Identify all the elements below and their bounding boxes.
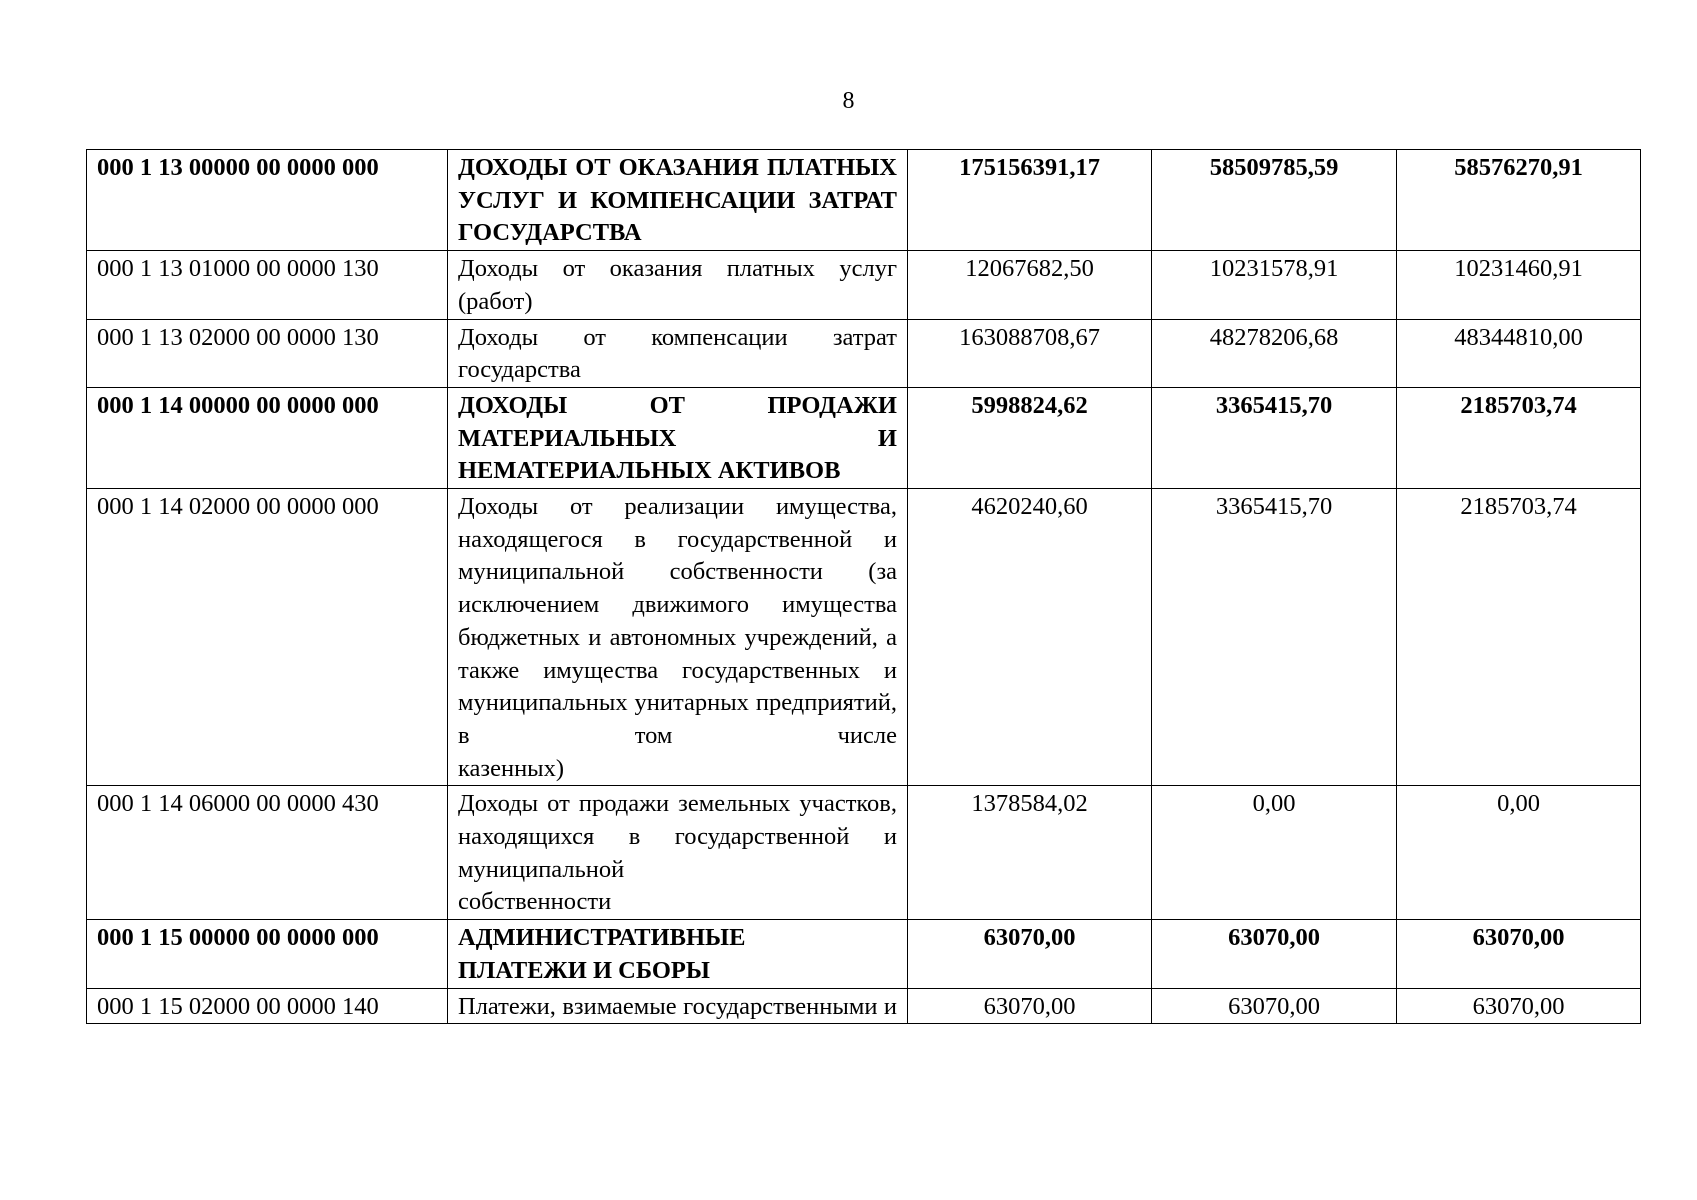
income-name-line: ГОСУДАРСТВА <box>458 219 642 247</box>
income-name-line: ПЛАТЕЖИ И СБОРЫ <box>458 956 710 984</box>
income-name-line: АДМИНИСТРАТИВНЫЕ <box>458 924 746 952</box>
income-name-line: собственности <box>458 888 612 916</box>
amount-cell-1: 1378584,02 <box>908 786 1152 920</box>
income-name-line: КОМПЕНСАЦИИ ЗАТРАТ <box>590 186 898 214</box>
table-row <box>87 319 1641 387</box>
income-name-cell <box>448 387 908 488</box>
table-row <box>87 988 1641 1024</box>
table-row <box>87 920 1641 988</box>
amount-cell-3: 63070,00 <box>1397 988 1641 1024</box>
amount-cell-2: 58509785,59 <box>1152 150 1397 251</box>
income-name-line: участков, находящихся в <box>458 790 898 851</box>
income-name-line: Доходы от компенсации затрат <box>458 323 897 351</box>
amount-cell-2: 48278206,68 <box>1152 319 1397 387</box>
page-number: 8 <box>842 88 855 114</box>
income-name-line: имущества бюджетных и <box>458 591 897 651</box>
income-name-cell <box>448 251 908 319</box>
amount-cell-1: 12067682,50 <box>908 251 1152 319</box>
income-name-line: Доходы от продажи земельных <box>458 790 791 818</box>
income-name-cell <box>448 319 908 387</box>
income-name-line: муниципальной собственности <box>458 558 823 586</box>
amount-cell-3: 63070,00 <box>1397 920 1641 988</box>
budget-code-cell: 000 1 14 02000 00 0000 000 <box>87 489 448 786</box>
table-row <box>87 150 1641 251</box>
income-name-line: автономных учреждений, а также <box>458 623 898 684</box>
income-name-line: НЕМАТЕРИАЛЬНЫХ АКТИВОВ <box>458 457 841 485</box>
budget-code-cell: 000 1 15 00000 00 0000 000 <box>87 920 448 988</box>
budget-code-cell: 000 1 14 06000 00 0000 430 <box>87 786 448 920</box>
income-name-cell <box>448 786 908 920</box>
income-name-cell <box>448 920 908 988</box>
amount-cell-3: 48344810,00 <box>1397 319 1641 387</box>
amount-cell-3: 58576270,91 <box>1397 150 1641 251</box>
income-name-line: государственными и <box>683 992 898 1020</box>
amount-cell-1: 163088708,67 <box>908 319 1152 387</box>
income-name-line: (за исключением движимого <box>458 558 897 619</box>
income-name-line: находящегося в государственной и <box>458 525 897 553</box>
table-row <box>87 251 1641 319</box>
income-name-line: (работ) <box>458 287 533 315</box>
income-name-line: казенных) <box>458 754 565 782</box>
income-name-cell <box>448 489 908 786</box>
income-name-cell <box>448 988 908 1024</box>
income-name-cell <box>448 150 908 251</box>
income-name-line: муниципальных унитарных <box>458 689 749 717</box>
income-name-line: имущества государственных и <box>543 656 897 684</box>
amount-cell-1: 5998824,62 <box>908 387 1152 488</box>
table-body <box>87 150 1641 1024</box>
table-row <box>87 489 1641 786</box>
income-name-line: ДОХОДЫ ОТ ОКАЗАНИЯ <box>458 154 759 181</box>
income-name-line: ПЛАТНЫХ УСЛУГ И <box>458 154 897 214</box>
budget-code-cell: 000 1 13 00000 00 0000 000 <box>87 150 448 251</box>
income-name-line: государственной и муниципальной <box>458 823 897 883</box>
budget-code-cell: 000 1 14 00000 00 0000 000 <box>87 387 448 488</box>
amount-cell-2: 3365415,70 <box>1152 387 1397 488</box>
income-name-line: Доходы от оказания платных услуг <box>458 255 897 283</box>
income-name-line: ДОХОДЫ ОТ ПРОДАЖИ <box>458 391 897 419</box>
budget-code-cell: 000 1 13 01000 00 0000 130 <box>87 251 448 319</box>
amount-cell-2: 63070,00 <box>1152 920 1397 988</box>
budget-code-cell: 000 1 15 02000 00 0000 140 <box>87 988 448 1024</box>
income-name-line: МАТЕРИАЛЬНЫХ И <box>458 424 897 452</box>
amount-cell-2: 0,00 <box>1152 786 1397 920</box>
income-name-line: предприятий, в том числе <box>458 689 898 749</box>
amount-cell-1: 63070,00 <box>908 920 1152 988</box>
budget-code-cell: 000 1 13 02000 00 0000 130 <box>87 319 448 387</box>
income-name-line: Платежи, взимаемые <box>458 992 677 1020</box>
amount-cell-1: 63070,00 <box>908 988 1152 1024</box>
income-name-line: Доходы от реализации имущества, <box>458 493 897 521</box>
amount-cell-1: 175156391,17 <box>908 150 1152 251</box>
amount-cell-3: 10231460,91 <box>1397 251 1641 319</box>
table-row <box>87 387 1641 488</box>
amount-cell-2: 3365415,70 <box>1152 489 1397 786</box>
amount-cell-3: 2185703,74 <box>1397 489 1641 786</box>
amount-cell-3: 0,00 <box>1397 786 1641 920</box>
amount-cell-2: 63070,00 <box>1152 988 1397 1024</box>
amount-cell-3: 2185703,74 <box>1397 387 1641 488</box>
income-name-line: государства <box>458 356 581 384</box>
table-row <box>87 786 1641 920</box>
budget-income-table <box>86 149 1641 1024</box>
amount-cell-1: 4620240,60 <box>908 489 1152 786</box>
amount-cell-2: 10231578,91 <box>1152 251 1397 319</box>
